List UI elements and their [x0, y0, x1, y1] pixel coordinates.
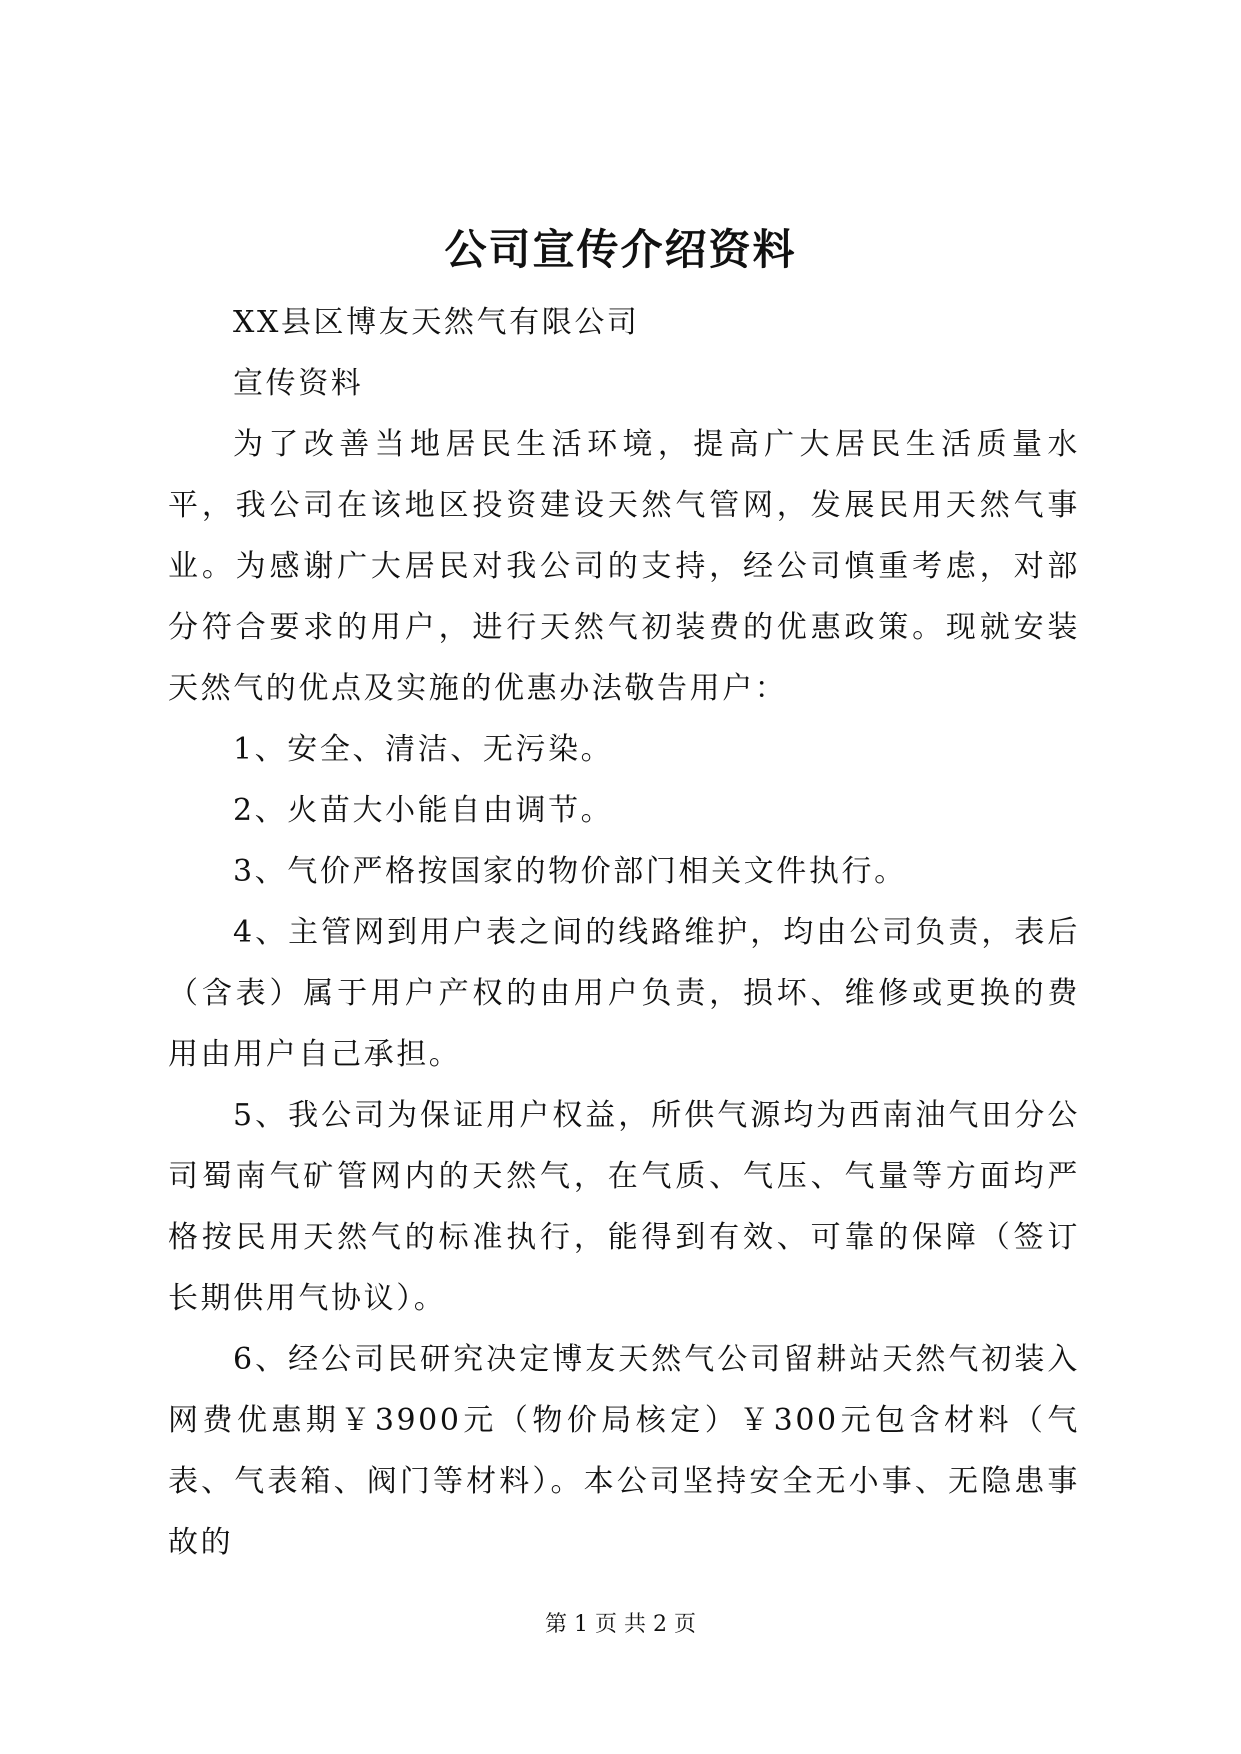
list-item-6: 6、经公司民研究决定博友天然气公司留耕站天然气初装入网费优惠期￥3900元（物价局核定）￥300元包含材料（气表、气表箱、阀门等材料）。本公司坚持安全无小事、无隐患事故的	[168, 1342, 1080, 1560]
list-item-2: 2、火苗大小能自由调节。	[233, 793, 614, 828]
company-name-paragraph: XX县区博友天然气有限公司	[233, 305, 640, 340]
list-item-3: 3、气价严格按国家的物价部门相关文件执行。	[233, 854, 907, 889]
page-footer: 第 1 页 共 2 页	[545, 1612, 696, 1637]
list-item-4: 4、主管网到用户表之间的线路维护，均由公司负责，表后（含表）属于用户产权的由用户负责，损坏、维修或更换的费用由用户自己承担。	[168, 915, 1080, 1072]
list-item-5: 5、我公司为保证用户权益，所供气源均为西南油气田分公司蜀南气矿管网内的天然气，在气质、气压、气量等方面均严格按民用天然气的标准执行，能得到有效、可靠的保障（签订长期供用气协议）。	[168, 1098, 1080, 1316]
document-body	[168, 292, 1080, 1573]
subtitle-paragraph: 宣传资料	[233, 366, 364, 401]
intro-paragraph: 为了改善当地居民生活环境，提高广大居民生活质量水平，我公司在该地区投资建设天然气管网，发展民用天然气事业。为感谢广大居民对我公司的支持，经公司慎重考虑，对部分符合要求的用户，进行天然气初装费的优惠政策。现就安装天然气的优点及实施的优惠办法敬告用户：	[168, 427, 1080, 706]
document-title: 公司宣传介绍资料	[444, 225, 797, 274]
list-item-1: 1、安全、清洁、无污染。	[233, 732, 614, 767]
